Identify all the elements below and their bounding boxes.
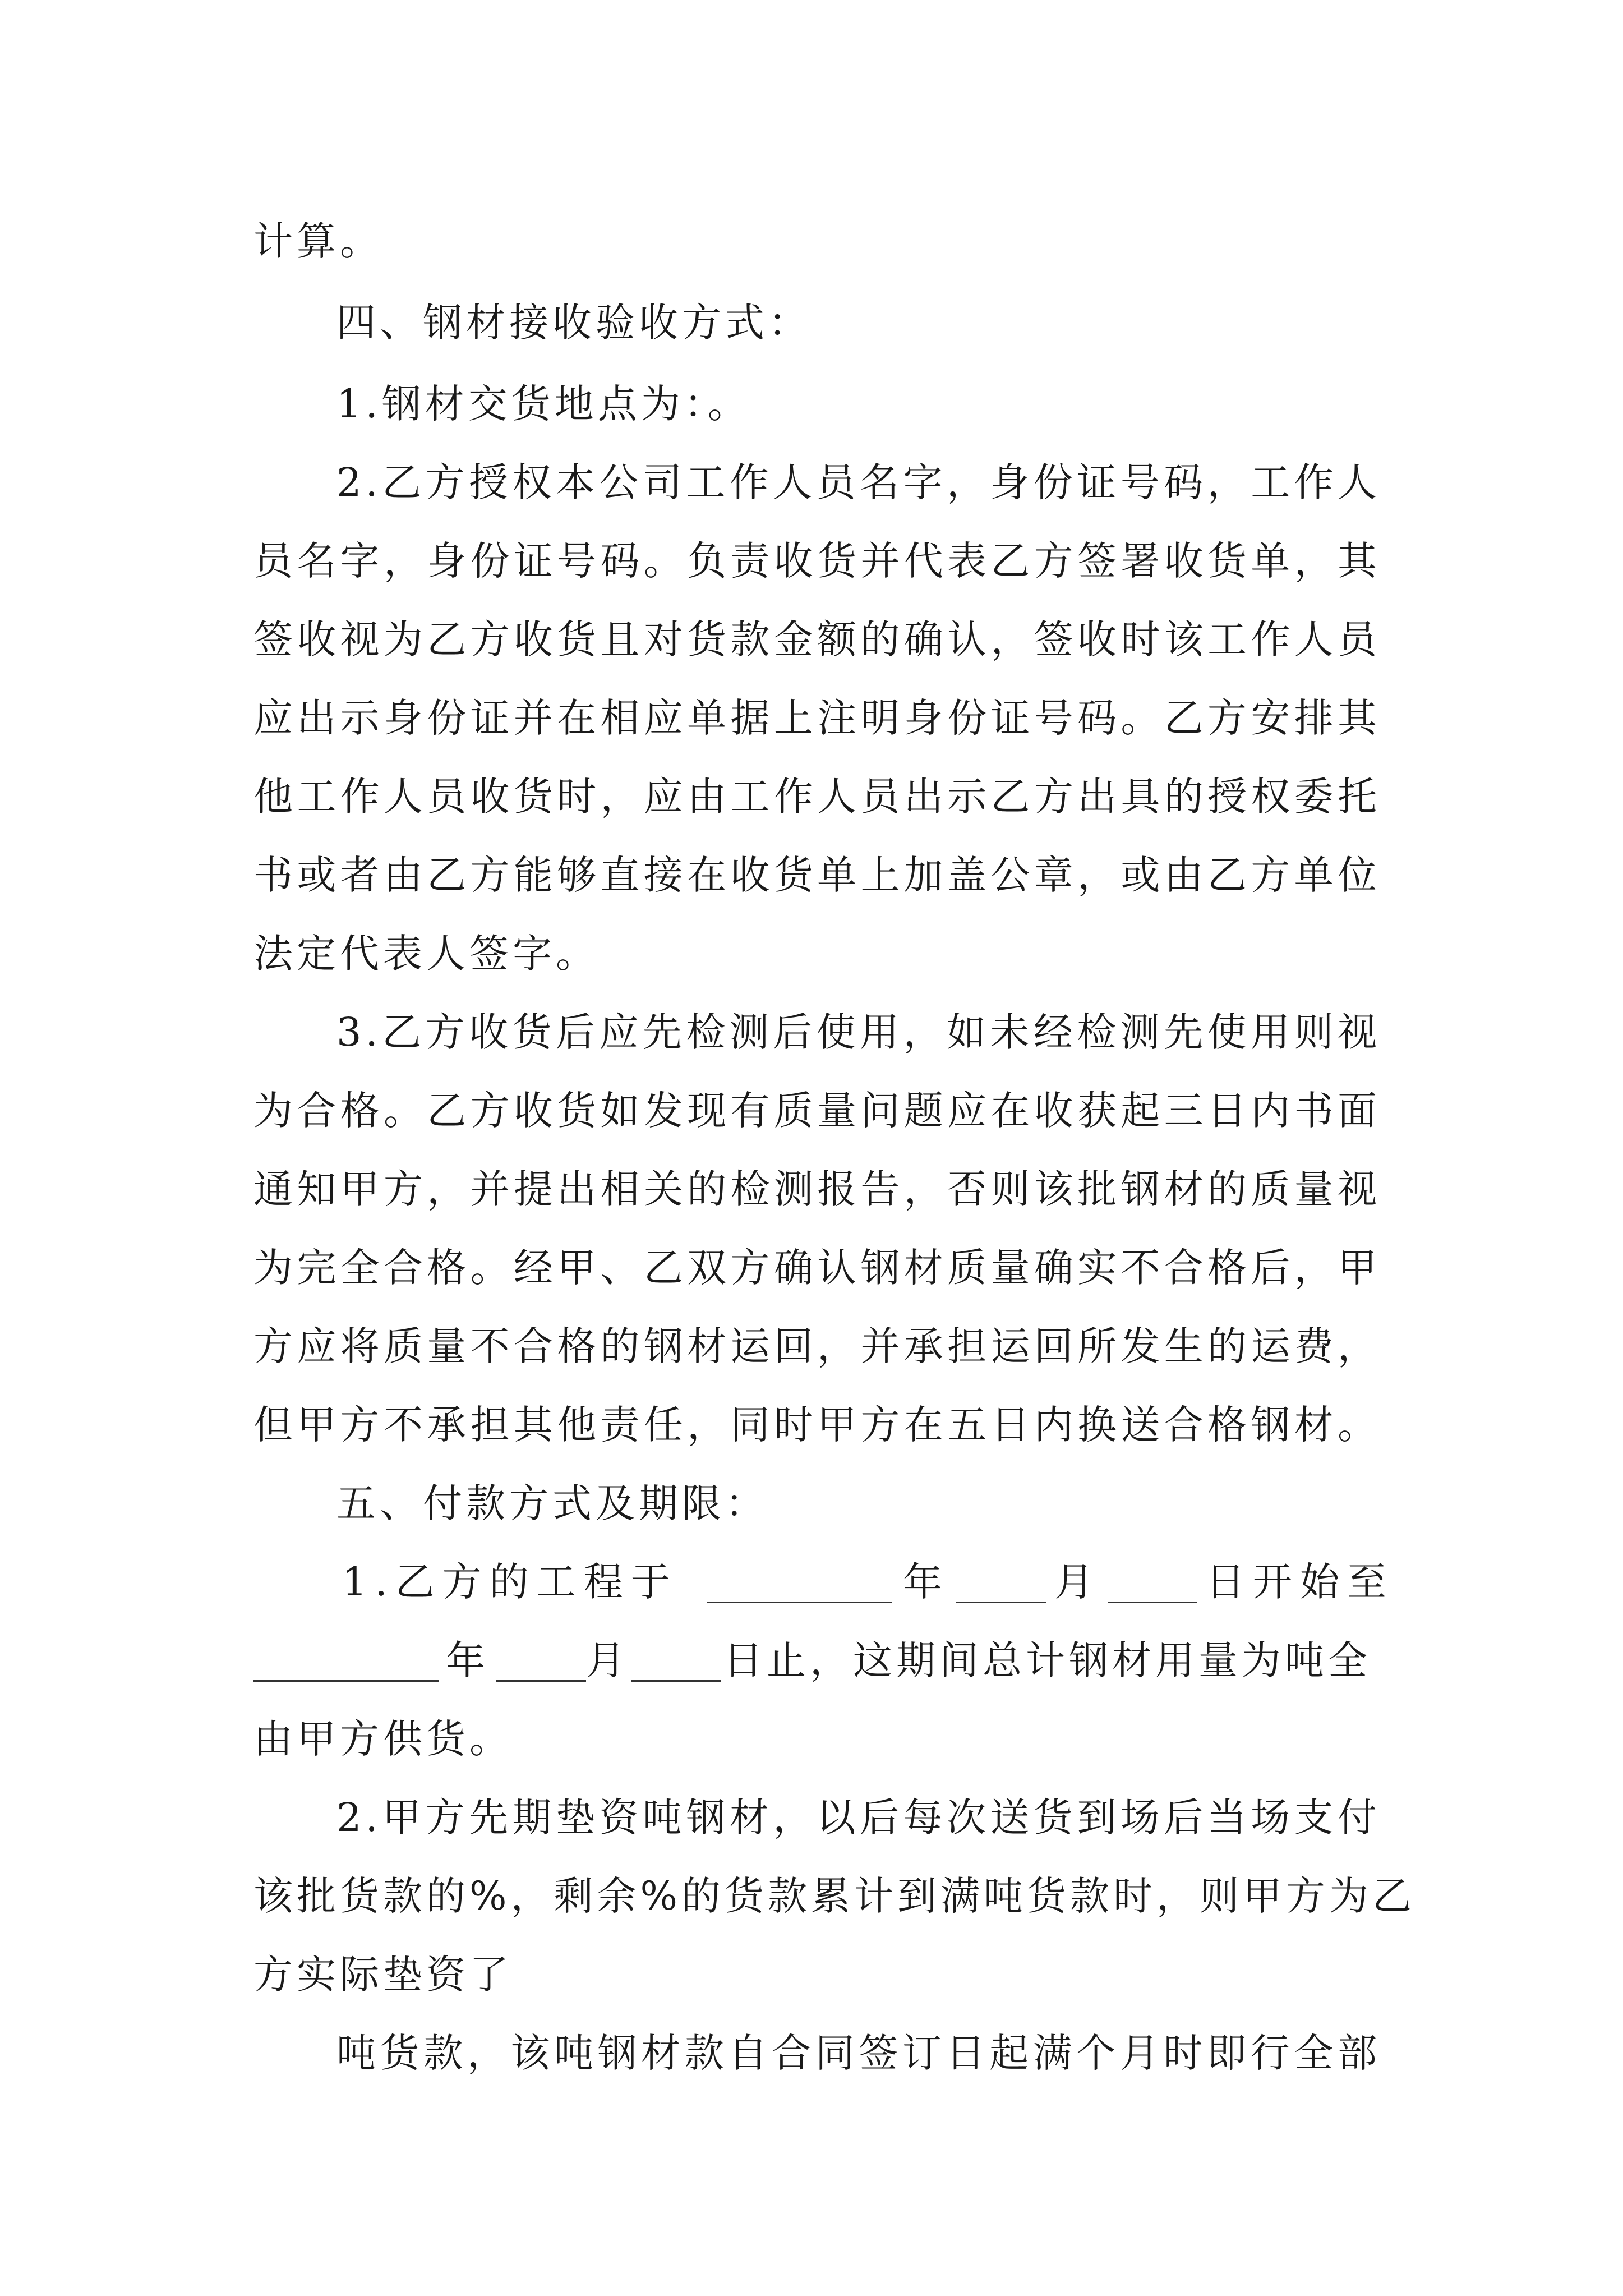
text-line: 2.甲方先期垫资吨钢材，以后每次送货到场后当场支付 <box>336 1795 1381 1841</box>
text-line: 月 <box>1054 1559 1098 1605</box>
blank-field <box>631 1680 721 1682</box>
text-line: 但甲方不承担其他责任，同时甲方在五日内换送合格钢材。 <box>253 1402 1381 1448</box>
blank-field <box>496 1680 586 1682</box>
text-line: 日止，这期间总计钢材用量为吨全 <box>723 1637 1371 1683</box>
text-line: 日开始至 <box>1206 1559 1394 1605</box>
text-line: 员名字，身份证号码。负责收货并代表乙方签署收货单，其 <box>253 538 1381 584</box>
text-line: 应出示身份证并在相应单据上注明身份证号码。乙方安排其 <box>253 695 1381 741</box>
text-line: 1.乙方的工程于 <box>342 1559 678 1605</box>
blank-field <box>956 1602 1046 1603</box>
blank-field <box>707 1602 892 1603</box>
section-heading: 四、钢材接收验收方式： <box>336 300 811 346</box>
text-line: 年 <box>446 1637 489 1683</box>
text-line: 为合格。乙方收货如发现有质量问题应在收获起三日内书面 <box>253 1088 1381 1134</box>
text-line: 书或者由乙方能够直接在收货单上加盖公章，或由乙方单位 <box>253 852 1381 898</box>
text-line: 计算。 <box>253 218 383 264</box>
text-line: 吨货款，该吨钢材款自合同签订日起满个月时即行全部 <box>336 2030 1381 2076</box>
text-line: 方实际垫资了 <box>253 1952 513 1998</box>
text-line: 3.乙方收货后应先检测后使用，如未经检测先使用则视 <box>336 1009 1381 1055</box>
text-line: 2.乙方授权本公司工作人员名字，身份证号码，工作人 <box>336 459 1381 505</box>
text-line: 为完全合格。经甲、乙双方确认钢材质量确实不合格后，甲 <box>253 1245 1381 1291</box>
text-line: 法定代表人签字。 <box>253 931 599 977</box>
blank-field <box>1108 1602 1197 1603</box>
text-line: 该批货款的%，剩余%的货款累计到满吨货款时，则甲方为乙 <box>253 1873 1416 1919</box>
text-line: 1.钢材交货地点为：。 <box>336 381 751 427</box>
blank-field <box>253 1680 439 1682</box>
text-line: 他工作人员收货时，应由工作人员出示乙方出具的授权委托 <box>253 774 1381 820</box>
text-line: 方应将质量不合格的钢材运回，并承担运回所发生的运费， <box>253 1323 1381 1369</box>
text-line: 由甲方供货。 <box>253 1716 513 1762</box>
section-heading: 五、付款方式及期限： <box>336 1480 768 1526</box>
text-line: 月 <box>586 1637 629 1683</box>
text-line: 签收视为乙方收货且对货款金额的确认，签收时该工作人员 <box>253 616 1381 662</box>
text-line: 年 <box>903 1559 946 1605</box>
text-line: 通知甲方，并提出相关的检测报告，否则该批钢材的质量视 <box>253 1166 1381 1212</box>
